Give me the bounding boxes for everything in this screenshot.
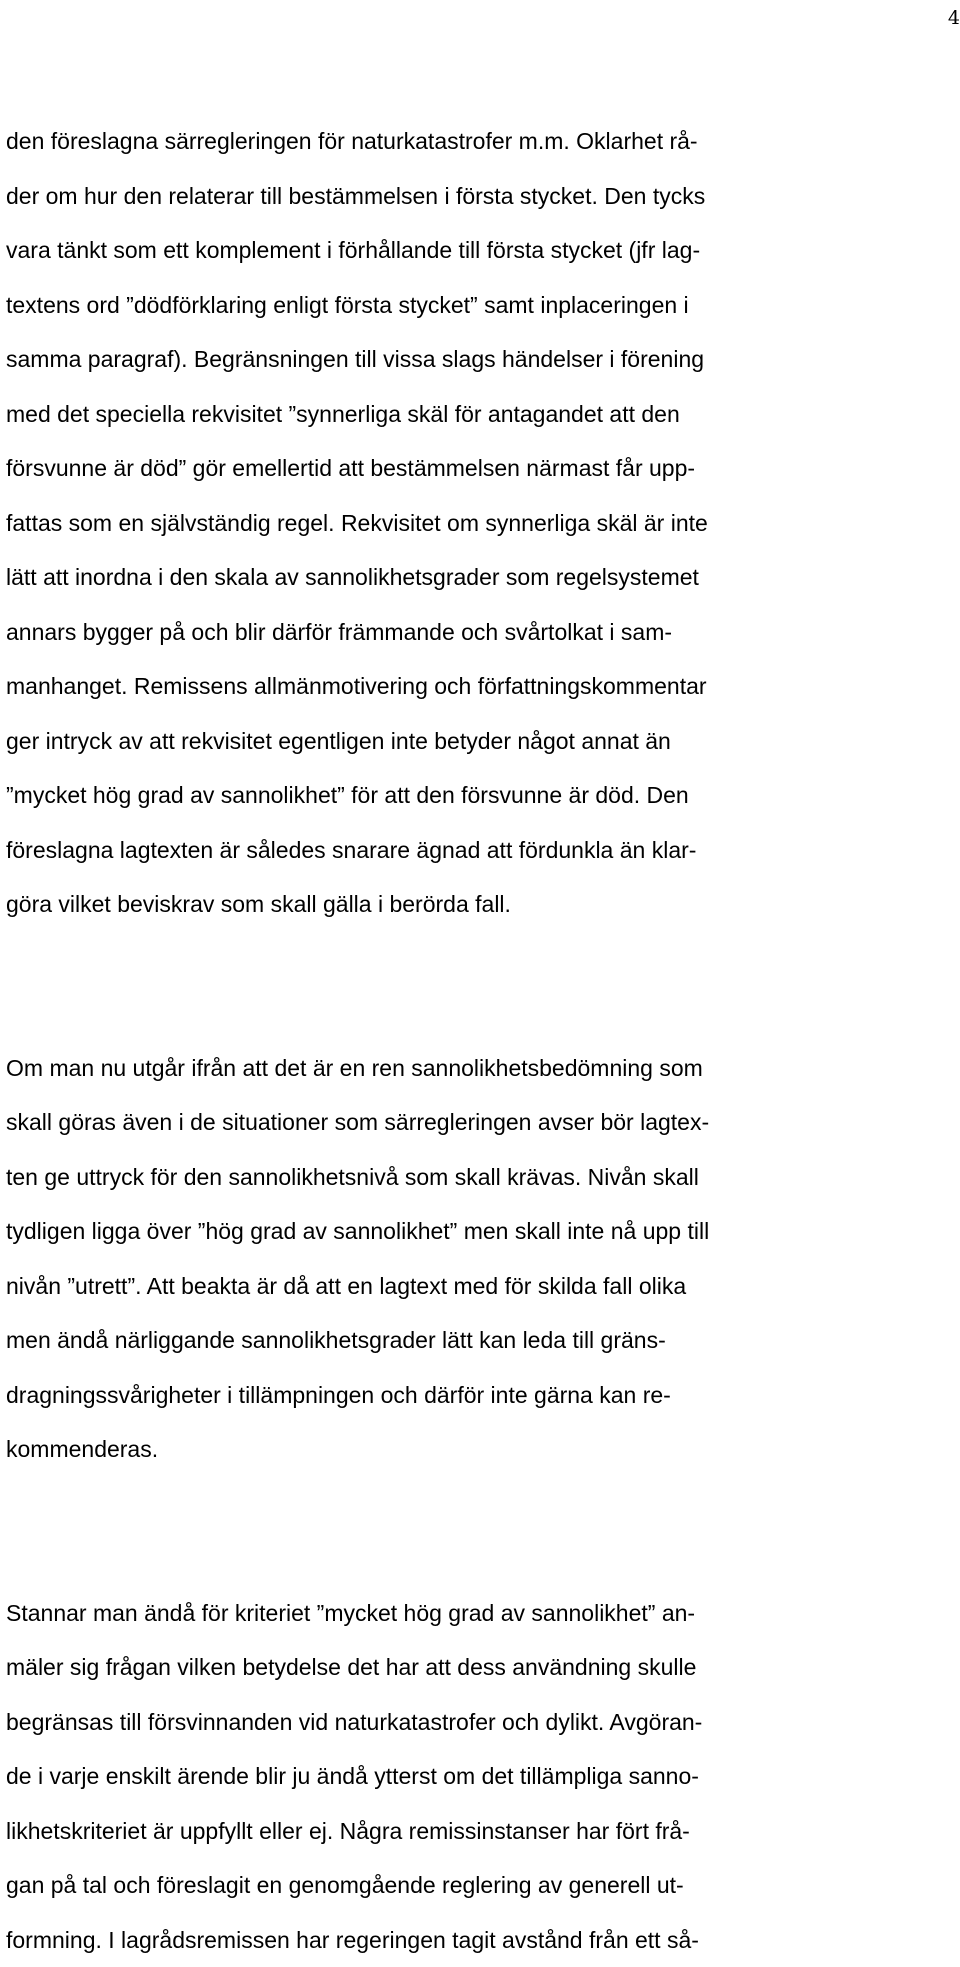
paragraph-3 bbox=[6, 1586, 954, 1967]
text-line: vara tänkt som ett komplement i förhållande till första stycket (jfr lag- bbox=[6, 223, 954, 278]
text-line: likhetskriteriet är uppfyllt eller ej. Några remissinstanser har fört frå- bbox=[6, 1804, 954, 1859]
paragraph-spacer bbox=[6, 932, 954, 1041]
text-line: skall göras även i de situationer som särregleringen avser bör lagtex- bbox=[6, 1095, 954, 1150]
text-line: kommenderas. bbox=[6, 1422, 954, 1477]
text-line: fattas som en självständig regel. Rekvisitet om synnerliga skäl är inte bbox=[6, 496, 954, 551]
text-line: göra vilket beviskrav som skall gälla i berörda fall. bbox=[6, 877, 954, 932]
page-number: 4 bbox=[948, 6, 960, 30]
text-line: mäler sig frågan vilken betydelse det har att dess användning skulle bbox=[6, 1640, 954, 1695]
text-line: den föreslagna särregleringen för naturkatastrofer m.m. Oklarhet rå- bbox=[6, 114, 954, 169]
text-line: föreslagna lagtexten är således snarare ägnad att fördunkla än klar- bbox=[6, 823, 954, 878]
text-line: lätt att inordna i den skala av sannolikhetsgrader som regelsystemet bbox=[6, 550, 954, 605]
text-line: de i varje enskilt ärende blir ju ändå ytterst om det tillämpliga sanno- bbox=[6, 1749, 954, 1804]
paragraph-2 bbox=[6, 1041, 954, 1477]
text-line: formning. I lagrådsremissen har regeringen tagit avstånd från ett så- bbox=[6, 1913, 954, 1967]
text-line: dragningssvårigheter i tillämpningen och därför inte gärna kan re- bbox=[6, 1368, 954, 1423]
text-line: gan på tal och föreslagit en genomgående reglering av generell ut- bbox=[6, 1858, 954, 1913]
paragraph-spacer bbox=[6, 1477, 954, 1586]
text-line: samma paragraf). Begränsningen till vissa slags händelser i förening bbox=[6, 332, 954, 387]
text-line: tydligen ligga över ”hög grad av sannolikhet” men skall inte nå upp till bbox=[6, 1204, 954, 1259]
text-line: men ändå närliggande sannolikhetsgrader lätt kan leda till gräns- bbox=[6, 1313, 954, 1368]
text-line: textens ord ”dödförklaring enligt första stycket” samt inplaceringen i bbox=[6, 278, 954, 333]
text-line: nivån ”utrett”. Att beakta är då att en lagtext med för skilda fall olika bbox=[6, 1259, 954, 1314]
text-line: annars bygger på och blir därför främmande och svårtolkat i sam- bbox=[6, 605, 954, 660]
text-line: begränsas till försvinnanden vid naturkatastrofer och dylikt. Avgöran- bbox=[6, 1695, 954, 1750]
text-line: ten ge uttryck för den sannolikhetsnivå som skall krävas. Nivån skall bbox=[6, 1150, 954, 1205]
text-line: med det speciella rekvisitet ”synnerliga skäl för antagandet att den bbox=[6, 387, 954, 442]
text-line: ger intryck av att rekvisitet egentligen inte betyder något annat än bbox=[6, 714, 954, 769]
text-line: der om hur den relaterar till bestämmelsen i första stycket. Den tycks bbox=[6, 169, 954, 224]
text-line: Om man nu utgår ifrån att det är en ren sannolikhetsbedömning som bbox=[6, 1041, 954, 1096]
text-line: försvunne är död” gör emellertid att bestämmelsen närmast får upp- bbox=[6, 441, 954, 496]
paragraph-1 bbox=[6, 114, 954, 932]
document-body bbox=[6, 114, 954, 1967]
text-line: manhanget. Remissens allmänmotivering och författningskommentar bbox=[6, 659, 954, 714]
text-line: Stannar man ändå för kriteriet ”mycket hög grad av sannolikhet” an- bbox=[6, 1586, 954, 1641]
text-line: ”mycket hög grad av sannolikhet” för att den försvunne är död. Den bbox=[6, 768, 954, 823]
